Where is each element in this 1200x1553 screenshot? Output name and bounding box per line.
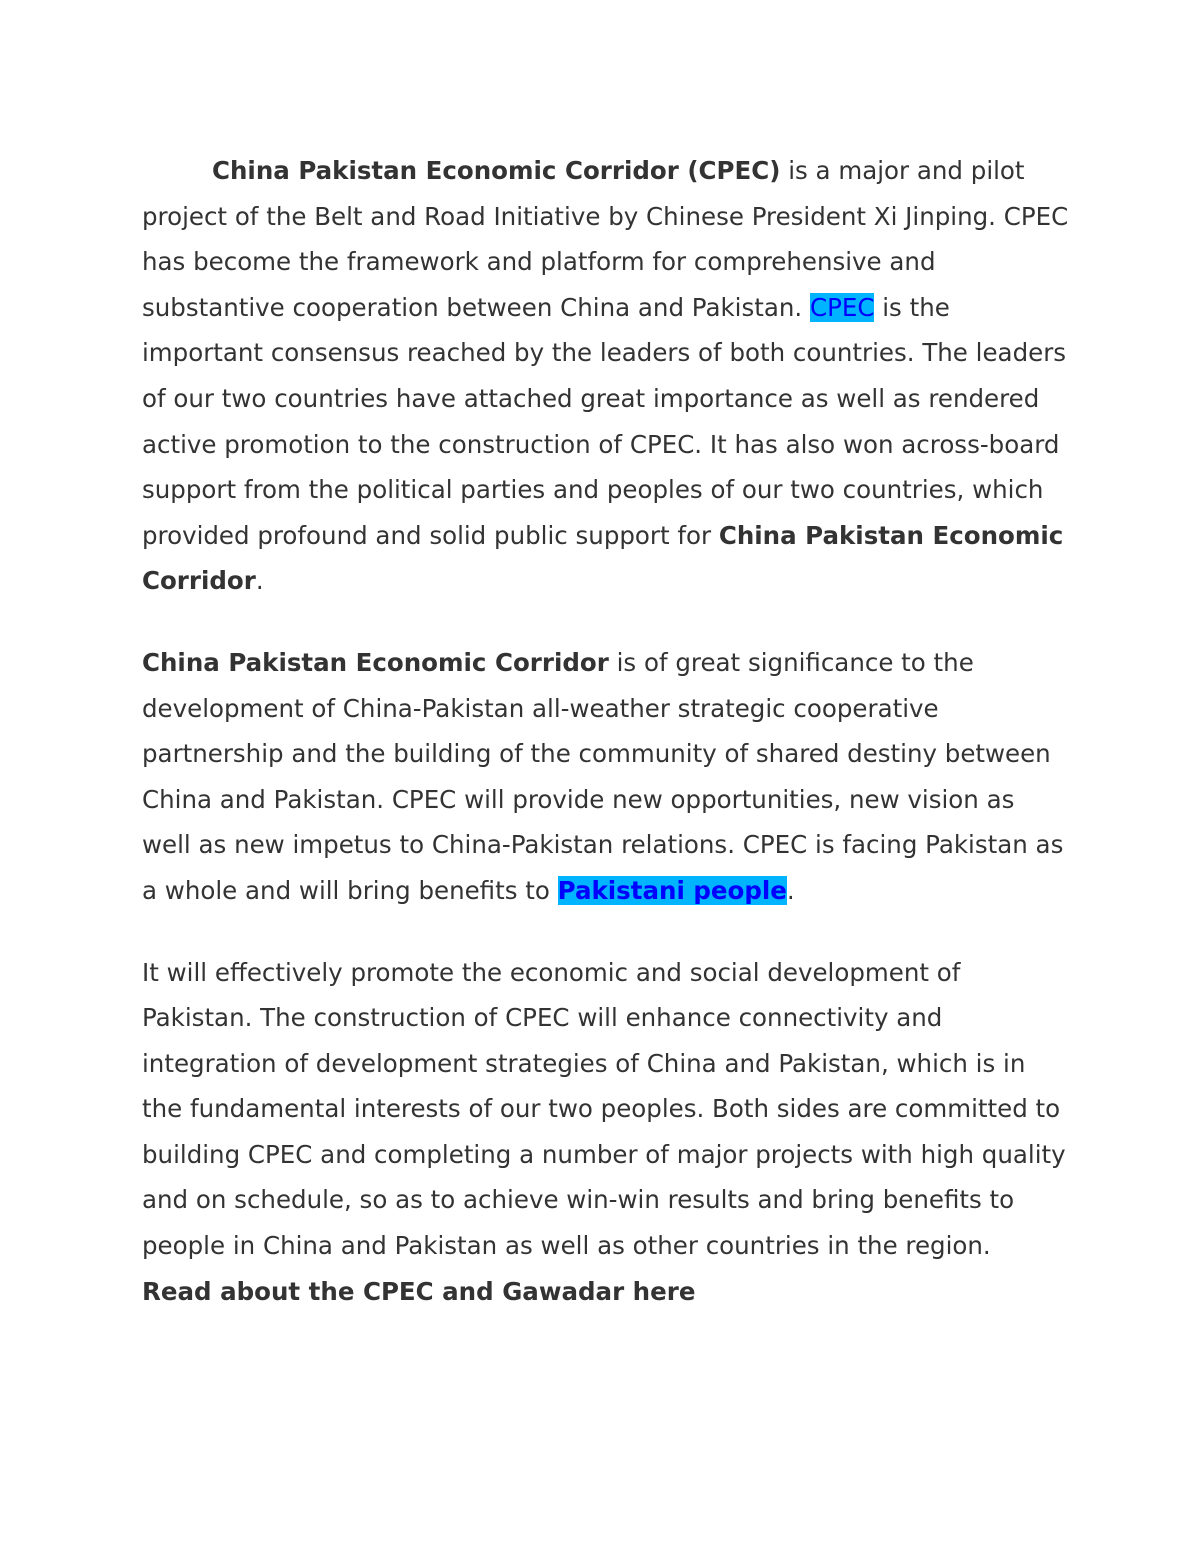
bold-corridor-name: China Pakistan Economic Corridor	[142, 520, 1064, 596]
paragraph-1	[142, 148, 1070, 604]
paragraph-2-period: .	[786, 875, 795, 905]
highlighted-cpec-link[interactable]: CPEC	[809, 292, 875, 322]
read-more-link[interactable]: Read about the CPEC and Gawadar here	[142, 1276, 696, 1306]
paragraph-1-text-a: is a major and pilot project of the Belt and Road Initiative by Chinese President Xi Jinping. CPEC has become the framework and platform for comprehensive and substantive cooperation between China and Pakistan.	[142, 156, 1069, 322]
paragraph-3	[142, 950, 1070, 1269]
bold-title: China Pakistan Economic Corridor (CPEC)	[212, 156, 781, 185]
paragraph-1-period: .	[255, 566, 264, 596]
paragraph-2	[142, 640, 1070, 914]
paragraph-2-text: is of great significance to the development of China-Pakistan all-weather strategic cooperative partnership and the building of the community of shared destiny between China and Pakistan. CPEC will provide new opportunities, new vision as well as new impetus to China-Pakistan relations. CPEC is facing Pakistan as a whole and will bring benefits to	[142, 647, 1064, 905]
paragraph-1-text-b: is the important consensus reached by the leaders of both countries. The leaders of our two countries have attached great importance as well as rendered active promotion to the construction of CPEC. It has also won across-board support from the political parties and peoples of our two countries, which provided profound and solid public support for	[142, 292, 1067, 550]
document-body	[142, 148, 1070, 1314]
highlighted-pakistani-people-link[interactable]: Pakistani people	[557, 875, 787, 905]
bold-corridor-heading: China Pakistan Economic Corridor	[142, 647, 609, 677]
paragraph-3-text: It will effectively promote the economic and social development of Pakistan. The construction of CPEC will enhance connectivity and integration of development strategies of China and Pakistan, which is in the fundamental interests of our two peoples. Both sides are committed to building CPEC and completing a number of major projects with high quality and on schedule, so as to achieve win-win results and bring benefits to people in China and Pakistan as well as other countries in the region.	[142, 957, 1066, 1261]
